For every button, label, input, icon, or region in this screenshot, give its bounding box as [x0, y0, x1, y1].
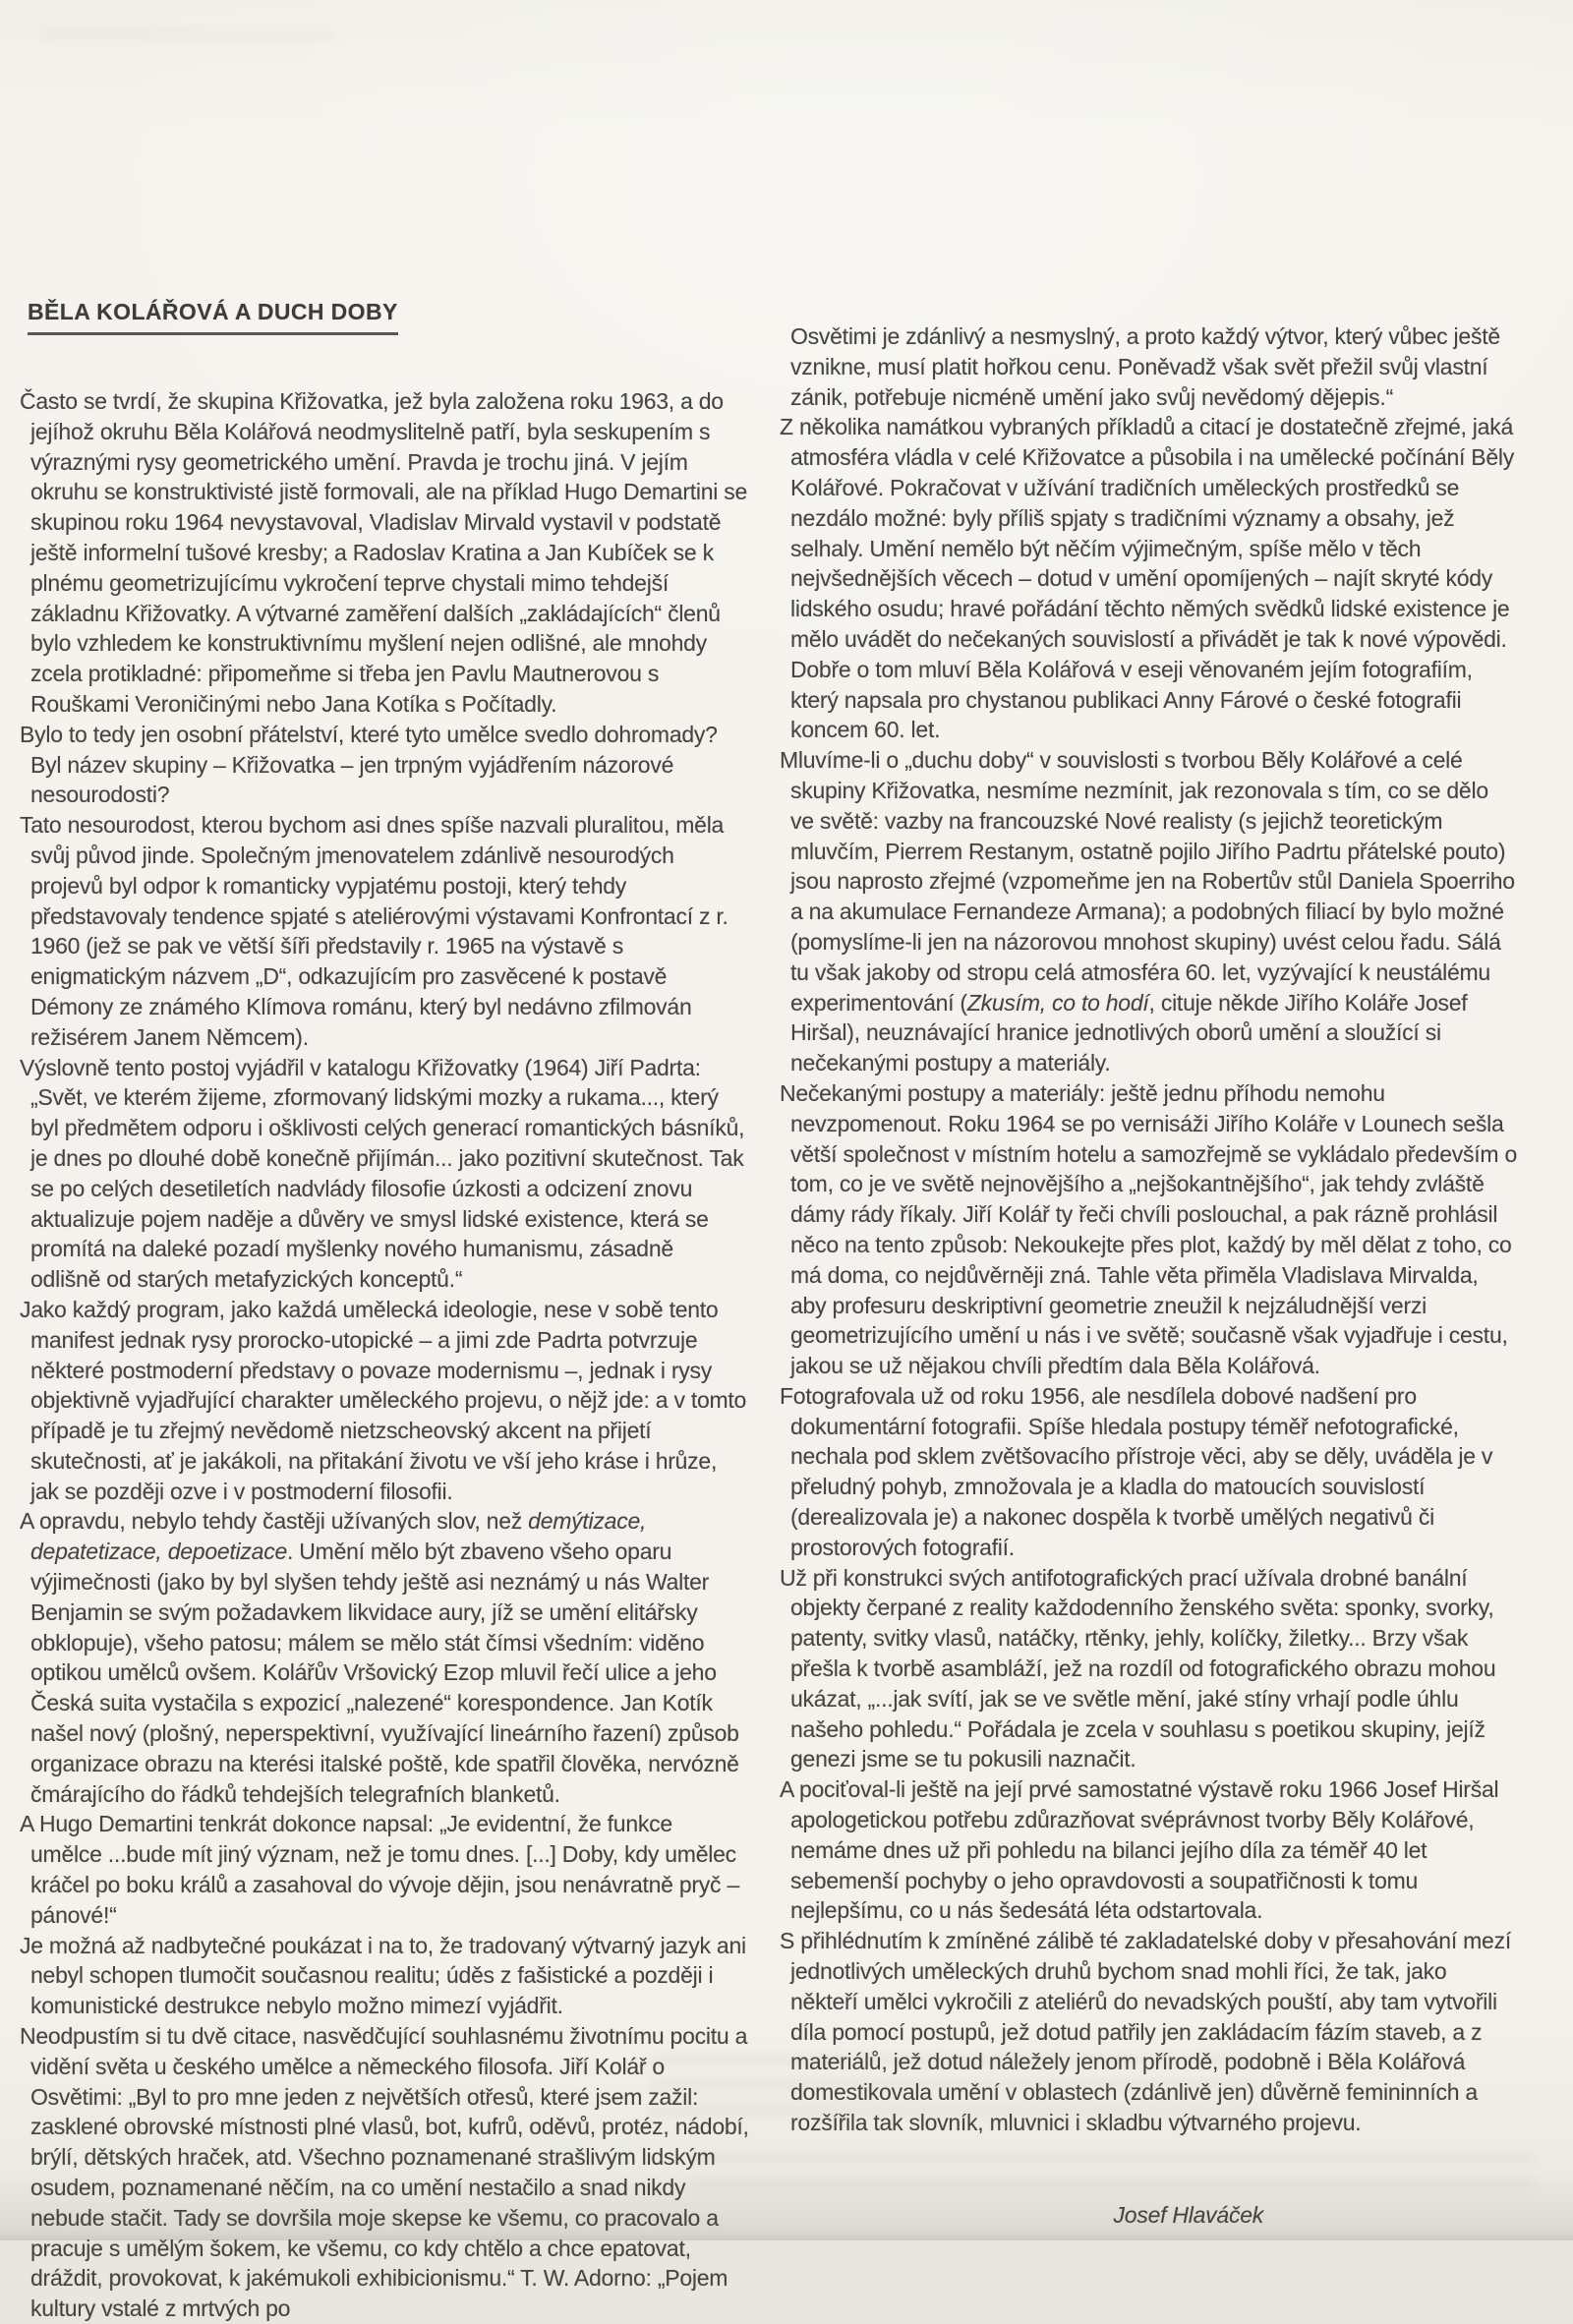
paragraph — [20, 1506, 749, 1809]
text-run: Výslovně tento postoj vyjádřil v katalogu Křižovatky (1964) Jiří Padrta: „Svět, ve kterém žijeme, zformovaný lidskými mozky a rukama..., který byl předmětem odporu i ošklivosti celých generací romantických básníků, je dnes po dlouhé době konečně přijímán... jako pozitivní skutečnost. Tak se po celých desetiletích nadvlády filosofie úzkosti a odcizení znovu aktualizuje pojem naděje a důvěry ve smysl lidské existence, která se promítá na daleké pozadí myšlenky nového humanismu, zásadně odlišně od starých metafyzických konceptů.“ — [20, 1054, 745, 1293]
text-column-right — [780, 321, 1517, 2231]
paragraph — [20, 386, 749, 720]
author-signature: Josef Hlaváček — [1113, 2201, 1263, 2228]
paragraph — [20, 1931, 749, 2021]
text-run: Jako každý program, jako každá umělecká ideologie, nese v sobě tento manifest jednak rysy prorocko-utopické – a jimi zde Padrta potvrzuje některé postmoderní představy o povaze modernismu –, jednak i rysy objektivně vyjadřující charakter uměleckého projevu, o nějž jde: a v tomto případě je tu zřejmý nevědomě nietzscheovský akcent na přijetí skutečnosti, ať je jakákoli, na přitakání životu ve vší jeho kráse i hrůze, jak se později ozve i v postmoderní filosofii. — [20, 1296, 747, 1504]
paragraph — [780, 745, 1517, 1078]
scan-artifact — [39, 29, 334, 55]
text-run: Bylo to tedy jen osobní přátelství, které tyto umělce svedlo dohromady? Byl název skupiny – Křižovatka – jen trpným vyjádřením názorové nesourodosti? — [20, 721, 718, 808]
text-run: Fotografovala už od roku 1956, ale nesdílela dobové nadšení pro dokumentární fotografii. Spíše hledala postupy téměř nefotografické, nechala pod sklem zvětšovacího přístroje věci, aby se děly, uváděla je v přeludný pohyb, zmnožovala je a kladla do matoucích souvislostí (derealizovala je) a nakonec dospěla k tvorbě umělých negativů či prostorových fotografií. — [780, 1382, 1493, 1560]
paragraph — [780, 412, 1517, 745]
paragraph — [20, 1809, 749, 1930]
text-run: S přihlédnutím k zmíněné zálibě té zakladatelské doby v přesahování mezí jednotlivých uměleckých druhů bychom snad mohli říci, že tak, jako někteří umělci vykročili z ateliérů do nevadských pouští, aby tam vytvořili díla pomocí postupů, jež dotud patřily jen zakládacím fázím staveb, a z materiálů, jež dotud náležely jenom přírodě, podobně i Běla Kolářová domestikovala umění v oblastech (zdánlivě jen) důvěrně femininních a rozšířila tak slovník, mluvnici i skladbu výtvarného projevu. — [780, 1928, 1511, 2136]
paragraph — [20, 720, 749, 810]
text-column-left — [20, 386, 749, 2324]
text-run: Nečekanými postupy a materiály: ještě jednu příhodu nemohu nevzpomenout. Roku 1964 se po vernisáži Jiřího Koláře v Lounech sešla větší společnost v místním hotelu a samozřejmě se vykládalo především o tom, co je ve světě nejnovějšího a „nejšokantnějšího“, jak tehdy zvláště dámy rády říkaly. Jiří Kolář ty řeči chvíli poslouchal, a pak rázně prohlásil něco na tento způsob: Nekoukejte přes plot, každý by měl dělat z toho, co má doma, co nejdůvěrněji zná. Tahle věta přiměla Vladislava Mirvalda, aby profesuru deskriptivní geometrie zneužil k nejzáludnější verzi geometrizujícího umění u nás i ve světě; současně však vyjadřuje i cestu, jakou se už nějakou chvíli předtím dala Běla Kolářová. — [780, 1079, 1518, 1379]
text-run: Neodpustím si tu dvě citace, nasvědčující souhlasnému životnímu pocitu a vidění světa u českého umělce a německého filosofa. Jiří Kolář o Osvětimi: „Byl to pro mne jeden z největších otřesů, které jsem zažil: zasklené obrovské místnosti plné vlasů, bot, kufrů, oděvů, protéz, nádobí, brýlí, dětských hraček, atd. Všechno poznamenané strašlivým lidským osudem, poznamenané něčím, na co umění nestačilo a snad nikdy nebude stačit. Tady se dovršila moje skepse ke všemu, co pracovalo a pracuje s umělým šokem, ke všemu, co kdy chtělo a chce epatovat, dráždit, provokovat, k jakémukoli exhibicionismu.“ T. W. Adorno: „Pojem kultury vstalé z mrtvých po — [20, 2023, 749, 2322]
text-run: demýtizace, depatetizace, depoetizace — [30, 1508, 647, 1565]
paragraph — [20, 1295, 749, 1507]
paragraph — [20, 810, 749, 1052]
text-run: Mluvíme-li o „duchu doby“ v souvislosti s tvorbou Běly Kolářové a celé skupiny Křižovatka, nesmíme nezmínit, jak rezonovala s tím, co se dělo ve světě: vazby na francouzské Nové realisty (s jejichž teoretickým mluvčím, Pierrem Restanym, ostatně pojilo Jiřího Padrtu přátelské pouto) jsou naprosto zřejmé (vzpomeňme jen na Robertův stůl Daniela Spoerriho a na akumulace Fernandeze Armana); a podobných filiací by bylo možné (pomyslíme-li jen na názorovou mnohost skupiny) uvést celou řadu. Sálá tu však jakoby od stropu celá atmosféra 60. let, vyzývající k neustálému experimentování ( — [780, 747, 1515, 1016]
paragraph — [20, 2021, 749, 2324]
text-run: Už při konstrukci svých antifotografických prací užívala drobné banální objekty čerpané z reality každodenního ženského světa: sponky, svorky, patenty, svitky vlasů, natáčky, rtěnky, jehly, kolíčky, žiletky... Brzy však přešla k tvorbě asambláží, jež na rozdíl od fotografického obrazu mohou ukázat, „...jak svítí, jak se ve světle mění, jaké stíny vrhají podle úhlu našeho pohledu.“ Pořádala je zcela v souhlasu s poetikou skupiny, jejíž genezi jsme se tu pokusili naznačit. — [780, 1564, 1496, 1772]
text-run: , cituje někde Jiřího Koláře Josef Hiršal), neuznávající hranice jednotlivých oborů umění a sloužící si nečekanými postupy a materiály. — [790, 989, 1468, 1076]
text-run: Je možná až nadbytečné poukázat i na to, že tradovaný výtvarný jazyk ani nebyl schopen tlumočit současnou realitu; úděs z fašistické a později i komunistické destrukce nebylo možno mimezí vyjádřit. — [20, 1932, 746, 2019]
paragraph — [780, 1078, 1517, 1381]
text-run: Často se tvrdí, že skupina Křižovatka, jež byla založena roku 1963, a do jejíhož okruhu Běla Kolářová neodmyslitelně patří, byla seskupením s výraznými rysy geometrického umění. Pravda je trochu jiná. V jejím okruhu se konstruktivisté jistě formovali, ale na příklad Hugo Demartini se skupinou roku 1964 nevystavoval, Vladislav Mirvald vystavil v podstatě ještě informelní tušové kresby; a Radoslav Kratina a Jan Kubíček se k plnému geometrizujícímu vykročení teprve chystali mimo tehdejší základnu Křižovatky. A výtvarné zaměření dalších „zakládajících“ členů bylo vzhledem ke konstruktivnímu myšlení nejen odlišné, ale mnohdy zcela protikladné: připomeňme si třeba jen Pavlu Mautnerovou s Rouškami Veroničinými nebo Jana Kotíka s Počítadly. — [20, 388, 748, 717]
paragraph — [780, 1774, 1517, 1926]
paragraph — [780, 321, 1517, 412]
text-run: Tato nesourodost, kterou bychom asi dnes spíše nazvali pluralitou, měla svůj původ jinde. Společným jmenovatelem zdánlivě nesourodých projevů byl odpor k romanticky vypjatému postoji, který tehdy představovaly tendence spjaté s ateliérovými výstavami Konfrontací z r. 1960 (jež se pak ve větší šíři představily r. 1965 na výstavě s enigmatickým názvem „D“, odkazujícím pro zasvěcené k postavě Démony ze známého Klímova románu, který byl nedávno zfilmován režisérem Janem Němcem). — [20, 812, 728, 1050]
text-run: Zkusím, co to hodí — [966, 989, 1149, 1016]
text-run: Osvětimi je zdánlivý a nesmyslný, a proto každý výtvor, který vůbec ještě vznikne, musí platit hořkou cenu. Poněvadž však svět přežil svůj vlastní zánik, potřebuje nicméně umění jako svůj nevědomý dějepis.“ — [790, 323, 1500, 410]
paragraph — [20, 1053, 749, 1295]
text-run: . Umění mělo být zbaveno všeho oparu výjimečnosti (jako by byl slyšen tehdy ještě asi neznámý u nás Walter Benjamin se svým požadavkem likvidace aury, jíž se umění elitářsky obklopuje), všeho patosu; málem se mělo stát čímsi všedním: viděno optikou umělců ovšem. Kolářův Vršovický Ezop mluvil řečí ulice a jeho Česká suita vystačila s expozicí „nalezené“ korespondence. Jan Kotík našel nový (plošný, neperspektivní, využívající lineárního řazení) způsob organizace obrazu na kterési italské poště, kde spatřil člověka, nervózně čmárajícího do řádků tehdejších telegrafních blanketů. — [30, 1539, 739, 1807]
text-run: A opravdu, nebylo tehdy častěji užívaných slov, než — [20, 1508, 529, 1535]
text-run: A pociťoval-li ještě na její prvé samostatné výstavě roku 1966 Josef Hiršal apologetickou potřebu zdůrazňovat svéprávnost tvorby Běly Kolářové, nemáme dnes už při pohledu na bilanci jejího díla za téměř 40 let sebemenší pochyby o jeho opravdovosti a soupatřičnosti k tomu nejlepšímu, co u nás šedesátá léta odstartovala. — [780, 1776, 1499, 1924]
text-run: Z několika namátkou vybraných příkladů a citací je dostatečně zřejmé, jaká atmosféra vládla v celé Křižovatce a působila i na umělecké počínání Běly Kolářové. Pokračovat v užívání tradičních uměleckých prostředků se nezdálo možné: byly příliš spjaty s tradičními významy a obsahy, jež selhaly. Umění nemělo být něčím výjimečným, spíše mělo v těch nejvšednějších věcech – dotud v umění opomíjených – najít skryté kódy lidského osudu; hravé pořádání těchto němých svědků lidské existence je mělo uvádět do nečekaných souvislostí a přivádět je tak k nové výpovědi. Dobře o tom mluví Běla Kolářová v eseji věnovaném jejím fotografiím, který napsala pro chystanou publikaci Anny Fárové o české fotografii koncem 60. let. — [780, 414, 1515, 743]
article-title: BĚLA KOLÁŘOVÁ A DUCH DOBY — [28, 299, 398, 335]
paragraph — [780, 1926, 1517, 2138]
paragraph — [780, 1381, 1517, 1563]
paragraph — [780, 1563, 1517, 1775]
text-run: A Hugo Demartini tenkrát dokonce napsal: „Je evidentní, že funkce umělce ...bude mít jiný význam, než je tomu dnes. [...] Doby, kdy umělec kráčel po boku králů a zasahoval do vývoje dějin, jsou nenávratně pryč – pánové!“ — [20, 1811, 739, 1928]
